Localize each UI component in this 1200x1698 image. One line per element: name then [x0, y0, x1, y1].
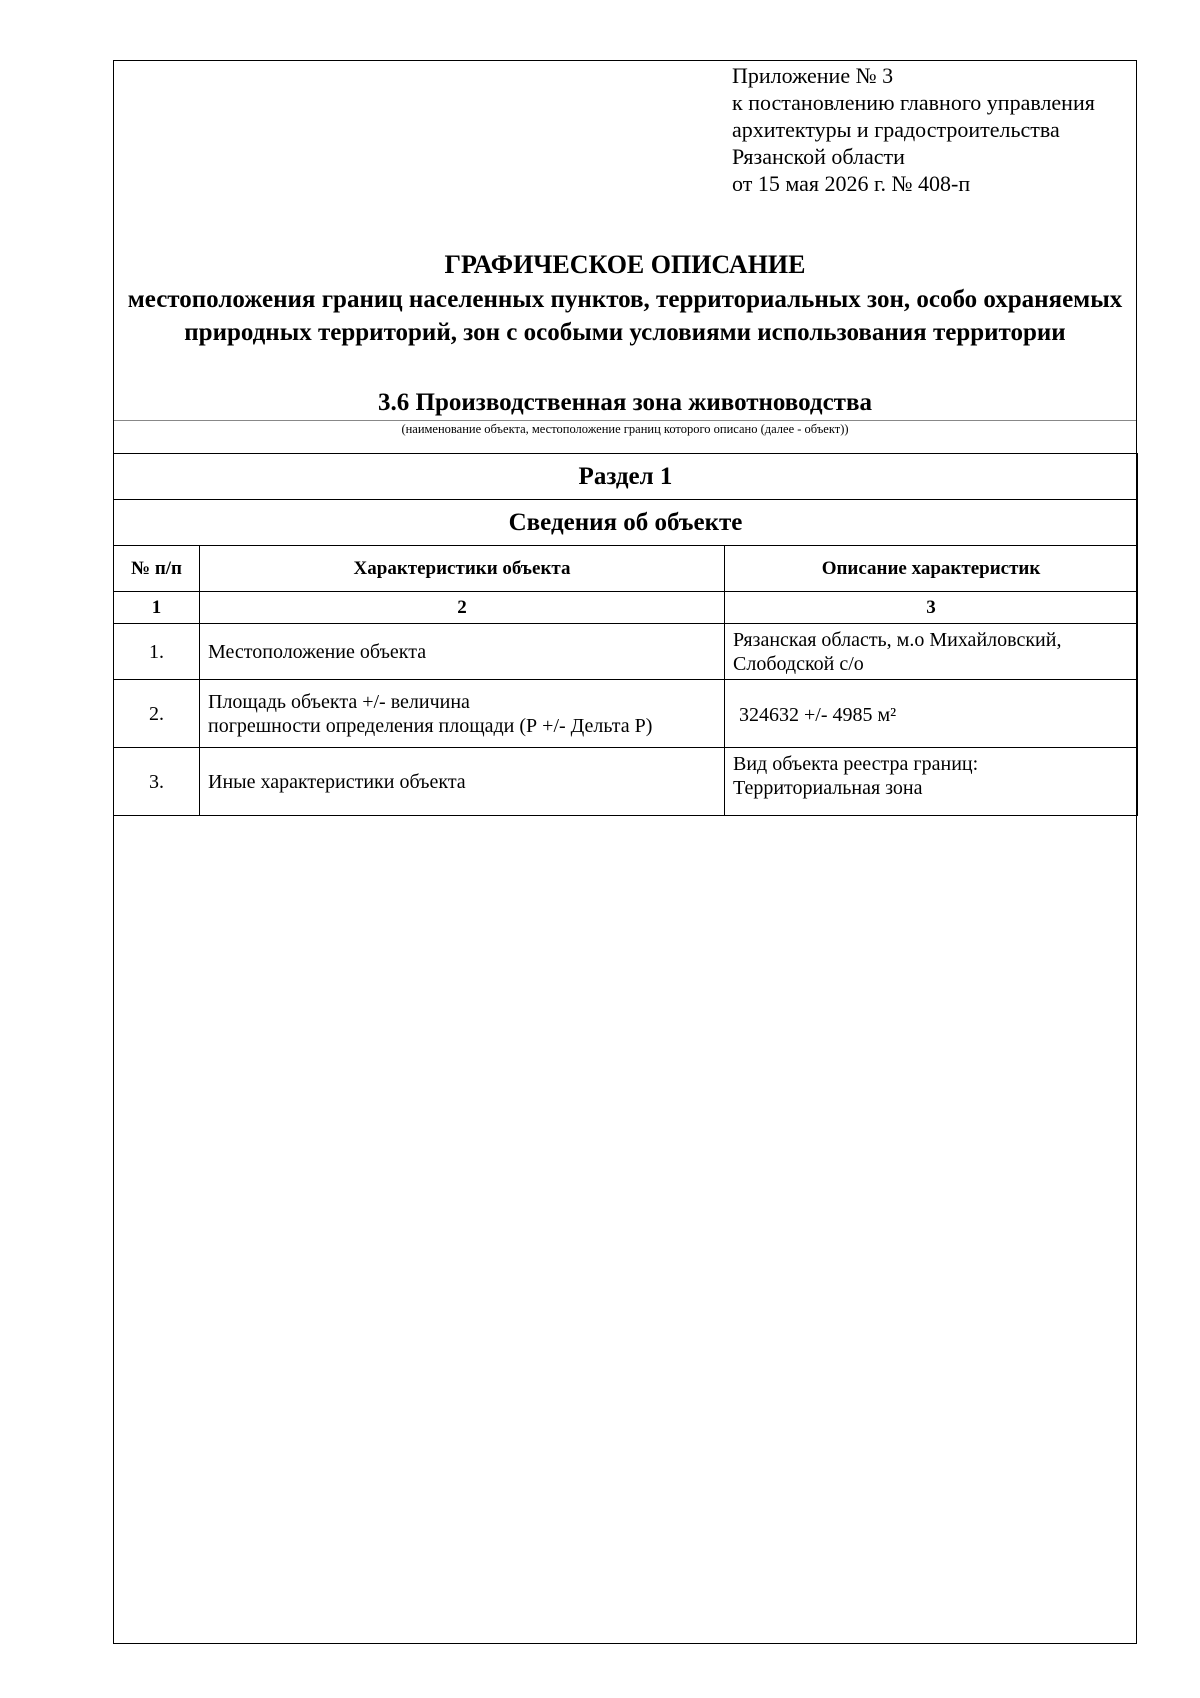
row-number: 2. — [114, 680, 200, 748]
row-number: 1. — [114, 624, 200, 680]
appendix-line: Приложение № 3 — [732, 63, 894, 88]
row-description — [725, 624, 1138, 680]
section-label: Раздел 1 — [114, 454, 1138, 500]
appendix-line: от 15 мая 2026 г. № 408-п — [732, 171, 971, 196]
appendix-block — [732, 62, 1095, 197]
column-header: Описание характеристик — [725, 546, 1138, 592]
row-description-line: Рязанская область, м.о Михайловский, — [733, 629, 1062, 651]
row-description-line: Вид объекта реестра границ: — [733, 753, 979, 775]
column-number: 2 — [200, 592, 725, 624]
column-number: 1 — [114, 592, 200, 624]
row-description-line: Слободской с/о — [733, 653, 864, 675]
object-caption: (наименование объекта, местоположение границ которого описано (далее - объект)) — [401, 422, 849, 436]
section-heading: Сведения об объекте — [114, 500, 1138, 546]
table-row — [114, 624, 1138, 680]
row-description-line: Территориальная зона — [733, 777, 923, 799]
object-info-table — [113, 453, 1138, 816]
document-title: ГРАФИЧЕСКОЕ ОПИСАНИЕ — [444, 250, 806, 279]
table-row — [114, 680, 1138, 748]
column-number: 3 — [725, 592, 1138, 624]
appendix-line: Рязанской области — [732, 144, 905, 169]
table-row — [114, 748, 1138, 816]
column-header: Характеристики объекта — [200, 546, 725, 592]
document-subtitle: местоположения границ населенных пунктов, территориальных зон, особо охраняемых природных территорий, зон с особыми условиями использования территории — [127, 286, 1123, 346]
object-name: 3.6 Производственная зона животноводства — [378, 389, 872, 416]
row-characteristic-line: погрешности определения площади (Р +/- Дельта Р) — [208, 714, 653, 737]
appendix-line: к постановлению главного управления — [732, 90, 1095, 115]
column-header: № п/п — [114, 546, 200, 592]
row-description: 324632 +/- 4985 м² — [725, 680, 1138, 748]
object-name-underline — [114, 420, 1136, 421]
row-characteristic — [200, 680, 725, 748]
row-description — [725, 748, 1138, 816]
row-characteristic: Местоположение объекта — [200, 624, 725, 680]
row-characteristic: Иные характеристики объекта — [200, 748, 725, 816]
row-number: 3. — [114, 748, 200, 816]
appendix-line: архитектуры и градостроительства — [732, 117, 1060, 142]
row-characteristic-line: Площадь объекта +/- величина — [208, 690, 470, 713]
